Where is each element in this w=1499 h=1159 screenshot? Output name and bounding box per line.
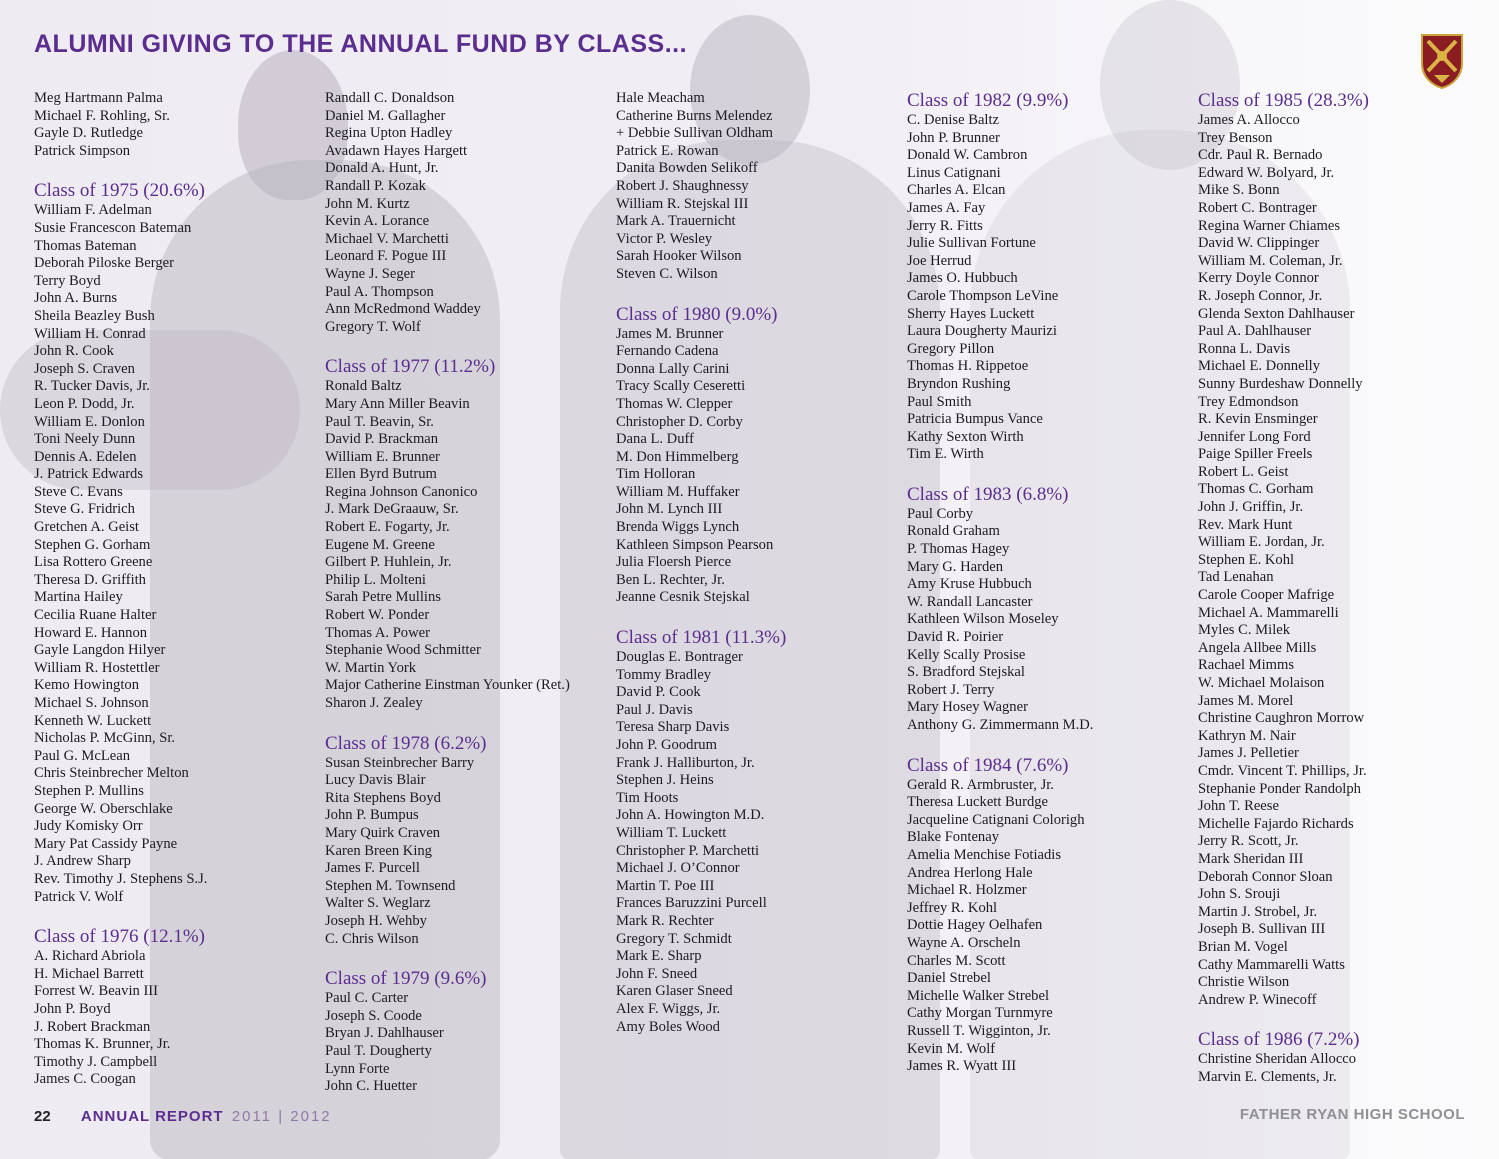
donor-name: Donald W. Cambron xyxy=(907,147,1028,164)
donor-name: John F. Sneed xyxy=(616,965,698,982)
donor-name: John P. Brunner xyxy=(907,129,1000,146)
donor-name: Gretchen A. Geist xyxy=(34,519,139,536)
donor-name: Gayle D. Rutledge xyxy=(34,125,144,142)
donor-name: Carole Cooper Mafrige xyxy=(1198,587,1335,604)
donor-name: William E. Brunner xyxy=(325,448,440,465)
donor-name: William F. Adelman xyxy=(34,202,152,219)
donor-name: Leon P. Dodd, Jr. xyxy=(34,395,135,412)
donor-name: Cathy Morgan Turnmyre xyxy=(907,1005,1053,1022)
donor-name: Daniel M. Gallagher xyxy=(325,107,446,124)
donor-name: Mark R. Rechter xyxy=(616,912,714,929)
donor-name: Dennis A. Edelen xyxy=(34,448,137,465)
donor-name: R. Tucker Davis, Jr. xyxy=(34,378,150,395)
donor-name: Hale Meacham xyxy=(616,90,705,106)
donor-name: Paul T. Beavin, Sr. xyxy=(325,413,434,430)
donor-name: Michelle Fajardo Richards xyxy=(1198,815,1354,832)
donor-name: Michael V. Marchetti xyxy=(325,230,449,247)
donor-name: William R. Stejskal III xyxy=(616,195,749,212)
donor-name: David R. Poirier xyxy=(907,629,1004,646)
donor-name: Rev. Timothy J. Stephens S.J. xyxy=(34,870,208,887)
class-heading: Class of 1979 (9.6%) xyxy=(325,968,487,990)
donor-name: Paige Spiller Freels xyxy=(1198,446,1313,463)
donor-name: Paul Smith xyxy=(907,393,972,410)
donor-name: Leonard F. Pogue III xyxy=(325,248,447,265)
donor-name: John T. Reese xyxy=(1198,798,1279,815)
donor-name: Alex F. Wiggs, Jr. xyxy=(616,1000,721,1017)
donor-name: Susan Steinbrecher Barry xyxy=(325,754,475,771)
donor-name: Timothy J. Campbell xyxy=(34,1053,158,1070)
class-heading: Class of 1975 (20.6%) xyxy=(34,180,205,202)
donor-name: Michael R. Holzmer xyxy=(907,882,1027,899)
donor-name: Christie Wilson xyxy=(1198,974,1290,991)
donor-name: Paul T. Dougherty xyxy=(325,1042,432,1059)
donor-name: George W. Oberschlake xyxy=(34,800,173,817)
column-1 xyxy=(34,90,319,1089)
donor-name: Kevin A. Lorance xyxy=(325,213,430,230)
class-heading: Class of 1982 (9.9%) xyxy=(907,90,1069,111)
donor-name: William M. Coleman, Jr. xyxy=(1198,252,1343,269)
donor-name: William R. Hostettler xyxy=(34,659,160,676)
donor-name: P. Thomas Hagey xyxy=(907,541,1010,558)
donor-name: Amelia Menchise Fotiadis xyxy=(907,846,1062,863)
donor-name: Gayle Langdon Hilyer xyxy=(34,642,166,659)
donor-name: John M. Lynch III xyxy=(616,501,723,518)
school-name: FATHER RYAN HIGH SCHOOL xyxy=(1239,1106,1465,1123)
donor-name: Laura Dougherty Maurizi xyxy=(907,323,1057,340)
donor-name: Mary Hosey Wagner xyxy=(907,699,1028,716)
donor-name: Kathleen Wilson Moseley xyxy=(907,611,1059,628)
donor-name: Patrick E. Rowan xyxy=(616,142,719,159)
donor-name: Cdr. Paul R. Bernado xyxy=(1198,147,1323,164)
donor-name: Christopher D. Corby xyxy=(616,413,743,430)
donor-name: William H. Conrad xyxy=(34,325,146,342)
school-crest-icon xyxy=(1420,33,1464,89)
donor-name: Angela Allbee Mills xyxy=(1198,639,1317,656)
donor-name: R. Kevin Ensminger xyxy=(1198,411,1318,428)
column-5 xyxy=(1198,90,1483,1086)
donor-name: Amy Boles Wood xyxy=(616,1018,720,1035)
donor-name: Paul A. Thompson xyxy=(325,283,434,300)
donor-name: J. Andrew Sharp xyxy=(34,853,131,870)
donor-name: Tim Holloran xyxy=(616,466,696,483)
donor-name: Robert J. Terry xyxy=(907,681,995,698)
column-2 xyxy=(325,90,610,1096)
donor-name: Andrew P. Winecoff xyxy=(1198,991,1317,1008)
donor-name: James C. Coogan xyxy=(34,1071,136,1088)
donor-name: Ronna L. Davis xyxy=(1198,340,1291,357)
donor-name: Kenneth W. Luckett xyxy=(34,712,152,729)
donor-name: John R. Cook xyxy=(34,343,114,360)
donor-name: Susie Francescon Bateman xyxy=(34,219,192,236)
donor-name: Sunny Burdeshaw Donnelly xyxy=(1198,375,1363,392)
donor-name: John M. Kurtz xyxy=(325,195,410,212)
donor-name: Gregory Pillon xyxy=(907,340,995,357)
donor-name: Myles C. Milek xyxy=(1198,622,1291,639)
class-heading: Class of 1983 (6.8%) xyxy=(907,483,1069,505)
donor-name: Frances Baruzzini Purcell xyxy=(616,895,767,912)
donor-name: Sarah Hooker Wilson xyxy=(616,248,742,265)
donor-name: John J. Griffin, Jr. xyxy=(1198,499,1304,516)
donor-name: Nicholas P. McGinn, Sr. xyxy=(34,730,176,747)
donor-name: Sherry Hayes Luckett xyxy=(907,305,1035,322)
donor-name: Paul A. Dahlhauser xyxy=(1198,323,1312,340)
donor-name: Donald A. Hunt, Jr. xyxy=(325,160,439,177)
donor-name: Avadawn Hayes Hargett xyxy=(325,142,468,159)
donor-name: Steve G. Fridrich xyxy=(34,501,135,518)
donor-name: S. Bradford Stejskal xyxy=(907,664,1025,681)
donor-name: Gerald R. Armbruster, Jr. xyxy=(907,776,1054,793)
donor-name: Thomas W. Clepper xyxy=(616,395,733,412)
donor-name: Donna Lally Carini xyxy=(616,360,730,377)
donor-name: Brian M. Vogel xyxy=(1198,938,1288,955)
donor-name: Joseph S. Coode xyxy=(325,1007,422,1024)
donor-name: Steve C. Evans xyxy=(34,483,123,500)
donor-name: Ellen Byrd Butrum xyxy=(325,466,437,483)
donor-name: W. Martin York xyxy=(325,659,417,676)
donor-name: James O. Hubbuch xyxy=(907,270,1018,287)
class-heading: Class of 1976 (12.1%) xyxy=(34,926,205,948)
donor-name: M. Don Himmelberg xyxy=(616,448,739,465)
donor-name: Cathy Mammarelli Watts xyxy=(1198,956,1345,973)
donor-name: William M. Huffaker xyxy=(616,483,740,500)
donor-name: Tracy Scally Ceseretti xyxy=(616,378,746,395)
donor-name: Stephen M. Townsend xyxy=(325,877,456,894)
donor-name: James A. Fay xyxy=(907,199,986,216)
donor-name: Lisa Rottero Greene xyxy=(34,554,153,571)
donor-name: Christine Sheridan Allocco xyxy=(1198,1051,1357,1068)
donor-name: Ben L. Rechter, Jr. xyxy=(616,571,725,588)
donor-name: Walter S. Weglarz xyxy=(325,895,431,912)
donor-name: Edward W. Bolyard, Jr. xyxy=(1198,164,1335,181)
donor-name: Sheila Beazley Bush xyxy=(34,307,155,324)
donor-name: J. Robert Brackman xyxy=(34,1018,151,1035)
donor-name: Meg Hartmann Palma xyxy=(34,90,163,106)
donor-name: Kathleen Simpson Pearson xyxy=(616,536,774,553)
donor-name: Stephanie Ponder Randolph xyxy=(1198,780,1361,797)
donor-name: Catherine Burns Melendez xyxy=(616,107,773,124)
donor-name: W. Michael Molaison xyxy=(1198,675,1325,691)
donor-name: Gregory T. Schmidt xyxy=(616,930,732,947)
donor-name: Dottie Hagey Oelhafen xyxy=(907,917,1043,934)
page-title: ALUMNI GIVING TO THE ANNUAL FUND BY CLASS... xyxy=(34,30,688,58)
donor-name: H. Michael Barrett xyxy=(34,965,144,982)
donor-name: Jerry R. Scott, Jr. xyxy=(1198,833,1299,850)
donor-name: Paul C. Carter xyxy=(325,990,409,1007)
donor-name: John P. Boyd xyxy=(34,1000,111,1017)
donor-name: Stephen P. Mullins xyxy=(34,782,144,799)
class-heading: Class of 1977 (11.2%) xyxy=(325,356,496,378)
donor-name: Thomas Bateman xyxy=(34,237,137,254)
donor-name: A. Richard Abriola xyxy=(34,948,146,965)
donor-name: Michael A. Mammarelli xyxy=(1198,604,1339,621)
donor-name: Cecilia Ruane Halter xyxy=(34,607,157,624)
donor-name: Jeffrey R. Kohl xyxy=(907,899,998,916)
donor-name: Regina Upton Hadley xyxy=(325,125,453,142)
donor-name: Major Catherine Einstman Younker (Ret.) xyxy=(325,677,570,694)
donor-name: Rita Stephens Boyd xyxy=(325,789,441,806)
donor-name: Stephen E. Kohl xyxy=(1198,551,1295,568)
donor-name: Frank J. Halliburton, Jr. xyxy=(616,754,755,771)
donor-name: Mary Pat Cassidy Payne xyxy=(34,835,178,852)
donor-name: Joseph S. Craven xyxy=(34,360,135,377)
donor-name: Ann McRedmond Waddey xyxy=(325,301,481,318)
page-number: 22 xyxy=(34,1108,51,1125)
donor-name: Robert L. Geist xyxy=(1198,463,1289,480)
donor-name: Dana L. Duff xyxy=(616,431,694,448)
donor-name: Patrick Simpson xyxy=(34,142,131,159)
donor-name: J. Patrick Edwards xyxy=(34,466,144,483)
donor-name: Joe Herrud xyxy=(907,252,972,269)
donor-name: Robert C. Bontrager xyxy=(1198,199,1317,216)
donor-name: Judy Komisky Orr xyxy=(34,818,143,835)
report-label: ANNUAL REPORT xyxy=(80,1108,224,1125)
donor-name: Kevin M. Wolf xyxy=(907,1040,996,1057)
donor-name: Michael F. Rohling, Sr. xyxy=(34,107,170,124)
donor-name: Douglas E. Bontrager xyxy=(616,649,743,666)
donor-name: R. Joseph Connor, Jr. xyxy=(1198,287,1323,304)
donor-name: C. Denise Baltz xyxy=(907,112,1000,128)
donor-name: Martina Hailey xyxy=(34,589,123,606)
donor-name: Glenda Sexton Dahlhauser xyxy=(1198,305,1355,322)
donor-name: Bryndon Rushing xyxy=(907,375,1011,392)
donor-name: Toni Neely Dunn xyxy=(34,431,136,448)
donor-name: Linus Catignani xyxy=(907,164,1001,181)
donor-name: Charles M. Scott xyxy=(907,952,1006,969)
donor-name: Bryan J. Dahlhauser xyxy=(325,1025,444,1042)
donor-name: C. Chris Wilson xyxy=(325,930,419,947)
donor-name: James F. Purcell xyxy=(325,860,420,877)
donor-name: Thomas K. Brunner, Jr. xyxy=(34,1036,171,1053)
donor-name: Mike S. Bonn xyxy=(1198,182,1280,199)
donor-name: Danita Bowden Selikoff xyxy=(616,160,758,177)
donor-name: John A. Burns xyxy=(34,290,118,307)
donor-name: + Debbie Sullivan Oldham xyxy=(616,125,773,142)
donor-name: Eugene M. Greene xyxy=(325,536,435,553)
donor-name: Daniel Strebel xyxy=(907,970,991,987)
donor-name: Teresa Sharp Davis xyxy=(616,719,730,736)
donor-name: Ronald Graham xyxy=(907,523,1000,540)
donor-name: Deborah Piloske Berger xyxy=(34,255,174,272)
donor-name: Stephen G. Gorham xyxy=(34,536,151,553)
donor-name: Michelle Walker Strebel xyxy=(907,987,1050,1004)
report-years: 2011 | 2012 xyxy=(231,1108,332,1125)
donor-name: Sharon J. Zealey xyxy=(325,695,423,711)
donor-name: John P. Goodrum xyxy=(616,737,717,753)
donor-name: Martin J. Strobel, Jr. xyxy=(1198,903,1318,920)
donor-name: Mary Ann Miller Beavin xyxy=(325,395,470,412)
donor-name: Wayne J. Seger xyxy=(325,265,416,282)
class-heading: Class of 1984 (7.6%) xyxy=(907,754,1069,776)
donor-name: Robert W. Ponder xyxy=(325,607,430,624)
donor-name: Thomas C. Gorham xyxy=(1198,481,1314,498)
donor-name: Karen Breen King xyxy=(325,842,432,859)
donor-name: Kerry Doyle Connor xyxy=(1198,270,1319,287)
donor-name: John A. Howington M.D. xyxy=(616,807,765,824)
donor-name: Russell T. Wigginton, Jr. xyxy=(907,1022,1051,1039)
donor-name: Sarah Petre Mullins xyxy=(325,589,441,606)
donor-name: Andrea Herlong Hale xyxy=(907,864,1033,881)
donor-name: Mark E. Sharp xyxy=(616,948,702,965)
donor-name: W. Randall Lancaster xyxy=(907,593,1033,610)
donor-name: Theresa Luckett Burdge xyxy=(907,794,1049,811)
donor-name: Theresa D. Griffith xyxy=(34,571,146,588)
donor-name: Patrick V. Wolf xyxy=(34,888,124,905)
donor-name: Joseph B. Sullivan III xyxy=(1198,921,1326,938)
donor-name: Thomas H. Rippetoe xyxy=(907,358,1029,375)
donor-name: William E. Jordan, Jr. xyxy=(1198,534,1325,551)
donor-name: Paul G. McLean xyxy=(34,747,131,764)
class-heading: Class of 1978 (6.2%) xyxy=(325,732,487,754)
donor-name: Christopher P. Marchetti xyxy=(616,842,760,859)
donor-name: Jerry R. Fitts xyxy=(907,217,983,234)
donor-name: Steven C. Wilson xyxy=(616,265,718,282)
donor-name: Gilbert P. Huhlein, Jr. xyxy=(325,554,452,571)
donor-name: William E. Donlon xyxy=(34,413,145,430)
donor-name: Fernando Cadena xyxy=(616,343,719,360)
donor-name: Lucy Davis Blair xyxy=(325,772,426,789)
column-4 xyxy=(907,90,1192,1076)
donor-name: Julia Floersh Pierce xyxy=(616,554,732,571)
donor-name: Victor P. Wesley xyxy=(616,230,713,247)
donor-name: Anthony G. Zimmermann M.D. xyxy=(907,717,1094,733)
donor-name: Terry Boyd xyxy=(34,272,101,289)
donor-name: Thomas A. Power xyxy=(325,624,430,641)
donor-name: Mark A. Trauernicht xyxy=(616,213,736,230)
donor-name: Tim E. Wirth xyxy=(907,446,984,463)
donor-name: Wayne A. Orscheln xyxy=(907,934,1021,951)
donor-name: Mary G. Harden xyxy=(907,558,1004,575)
class-heading: Class of 1980 (9.0%) xyxy=(616,303,778,325)
donor-name: James R. Wyatt III xyxy=(907,1058,1017,1075)
donor-name: Paul J. Davis xyxy=(616,701,693,718)
donor-name: Paul Corby xyxy=(907,505,974,522)
donor-name: Ronald Baltz xyxy=(325,378,402,395)
donor-name: Randall C. Donaldson xyxy=(325,90,455,106)
class-heading: Class of 1986 (7.2%) xyxy=(1198,1029,1360,1051)
donor-name: Kathy Sexton Wirth xyxy=(907,428,1024,445)
donor-name: Cmdr. Vincent T. Phillips, Jr. xyxy=(1198,762,1367,779)
donor-name: Robert E. Fogarty, Jr. xyxy=(325,519,450,536)
donor-name: James A. Allocco xyxy=(1198,112,1300,128)
donor-name: Martin T. Poe III xyxy=(616,877,715,894)
donor-name: Robert J. Shaughnessy xyxy=(616,177,749,194)
column-3 xyxy=(616,90,901,1036)
donor-name: Charles A. Elcan xyxy=(907,182,1006,199)
donor-name: Kathryn M. Nair xyxy=(1198,727,1296,744)
donor-name: Marvin E. Clements, Jr. xyxy=(1198,1068,1337,1085)
donor-name: Regina Warner Chiames xyxy=(1198,217,1341,234)
donor-name: David W. Clippinger xyxy=(1198,235,1320,252)
donor-name: Christine Caughron Morrow xyxy=(1198,710,1365,727)
footer xyxy=(34,1108,332,1125)
donor-name: John C. Huetter xyxy=(325,1078,418,1095)
donor-name: Julie Sullivan Fortune xyxy=(907,235,1036,252)
donor-name: Amy Kruse Hubbuch xyxy=(907,576,1032,593)
donor-name: John S. Srouji xyxy=(1198,886,1281,903)
donor-name: Mark Sheridan III xyxy=(1198,850,1304,867)
donor-name: Mary Quirk Craven xyxy=(325,824,441,841)
donor-name: Regina Johnson Canonico xyxy=(325,483,478,500)
donor-name: Tim Hoots xyxy=(616,789,679,806)
donor-name: Michael S. Johnson xyxy=(34,695,149,711)
donor-name: Gregory T. Wolf xyxy=(325,318,421,335)
donor-name: Michael J. O’Connor xyxy=(616,860,740,877)
donor-name: Lynn Forte xyxy=(325,1060,390,1077)
donor-name: James M. Morel xyxy=(1198,692,1294,709)
donor-name: David P. Cook xyxy=(616,684,701,701)
donor-name: Stephanie Wood Schmitter xyxy=(325,642,481,659)
donor-name: Rachael Mimms xyxy=(1198,657,1295,674)
donor-name: Michael E. Donnelly xyxy=(1198,358,1320,375)
donor-name: Kemo Howington xyxy=(34,677,139,694)
donor-name: Chris Steinbrecher Melton xyxy=(34,765,189,782)
donor-name: Trey Benson xyxy=(1198,129,1273,146)
donor-name: Joseph H. Wehby xyxy=(325,912,427,929)
donor-name: Randall P. Kozak xyxy=(325,177,426,194)
donor-name: Jennifer Long Ford xyxy=(1198,428,1311,445)
donor-name: Carole Thompson LeVine xyxy=(907,287,1059,304)
donor-name: Tad Lenahan xyxy=(1198,569,1274,586)
donor-name: Howard E. Hannon xyxy=(34,624,148,641)
donor-name: James M. Brunner xyxy=(616,325,724,342)
donor-name: Trey Edmondson xyxy=(1198,393,1299,410)
donor-name: Jeanne Cesnik Stejskal xyxy=(616,589,750,606)
donor-name: David P. Brackman xyxy=(325,431,439,448)
donor-name: Jacqueline Catignani Colorigh xyxy=(907,811,1085,828)
donor-name: Philip L. Molteni xyxy=(325,571,426,588)
donor-name: John P. Bumpus xyxy=(325,807,419,824)
donor-name: J. Mark DeGraauw, Sr. xyxy=(325,501,459,518)
donor-name: Kelly Scally Prosise xyxy=(907,646,1026,663)
donor-name: Patricia Bumpus Vance xyxy=(907,411,1043,428)
class-heading: Class of 1985 (28.3%) xyxy=(1198,90,1369,111)
donor-name: Forrest W. Beavin III xyxy=(34,983,159,1000)
class-heading: Class of 1981 (11.3%) xyxy=(616,627,787,649)
donor-name: James J. Pelletier xyxy=(1198,745,1299,762)
donor-name: Brenda Wiggs Lynch xyxy=(616,519,740,536)
donor-name: Deborah Connor Sloan xyxy=(1198,868,1333,885)
donor-name: Tommy Bradley xyxy=(616,666,712,683)
donor-name: Stephen J. Heins xyxy=(616,772,714,789)
donor-name: William T. Luckett xyxy=(616,824,727,841)
donor-name: Rev. Mark Hunt xyxy=(1198,516,1293,533)
donor-name: Karen Glaser Sneed xyxy=(616,983,733,1000)
donor-name: Blake Fontenay xyxy=(907,829,1000,846)
